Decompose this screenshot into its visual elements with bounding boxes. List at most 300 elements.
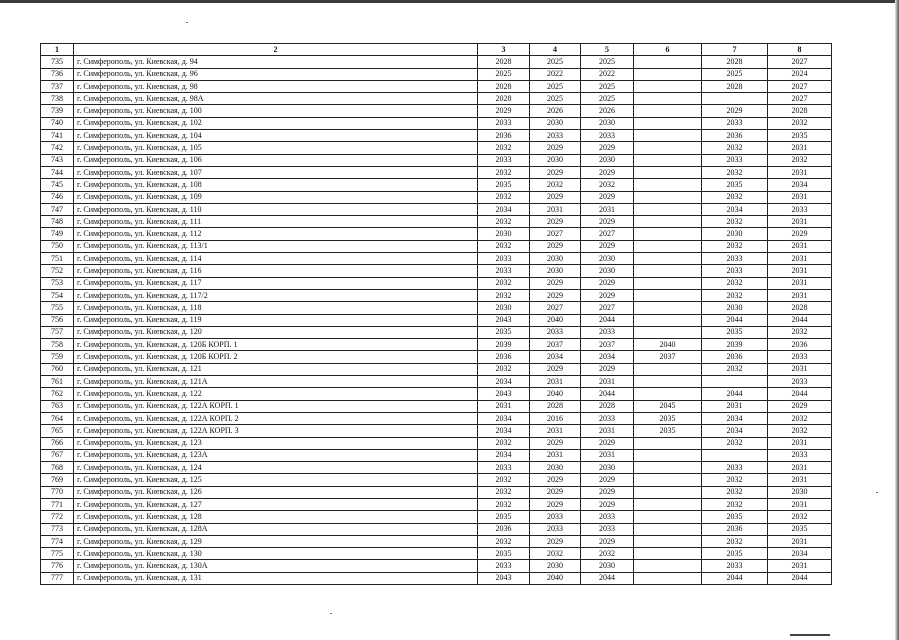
address-cell: г. Симферополь, ул. Киевская, д. 105 (74, 142, 478, 154)
year-col-5: 2026 (581, 105, 634, 117)
row-number: 753 (41, 277, 74, 289)
year-col-6 (634, 277, 702, 289)
row-number: 744 (41, 166, 74, 178)
year-col-4: 2031 (530, 425, 581, 437)
table-row (41, 289, 832, 301)
address-cell: г. Симферополь, ул. Киевская, д. 94 (74, 56, 478, 68)
year-col-3: 2043 (478, 314, 530, 326)
year-col-3: 2034 (478, 449, 530, 461)
year-col-8: 2032 (768, 154, 832, 166)
table-row (41, 117, 832, 129)
year-col-5: 2029 (581, 277, 634, 289)
year-col-5: 2030 (581, 253, 634, 265)
address-cell: г. Симферополь, ул. Киевская, д. 127 (74, 498, 478, 510)
year-col-4: 2027 (530, 302, 581, 314)
year-col-7: 2044 (702, 572, 768, 584)
year-col-4: 2028 (530, 400, 581, 412)
year-col-4: 2029 (530, 474, 581, 486)
table-row (41, 474, 832, 486)
address-cell: г. Симферополь, ул. Киевская, д. 130А (74, 560, 478, 572)
year-col-8: 2031 (768, 166, 832, 178)
year-col-4: 2029 (530, 166, 581, 178)
table-row (41, 130, 832, 142)
year-col-6 (634, 117, 702, 129)
year-col-5: 2027 (581, 228, 634, 240)
year-col-5: 2031 (581, 203, 634, 215)
row-number: 767 (41, 449, 74, 461)
address-cell: г. Симферополь, ул. Киевская, д. 98А (74, 93, 478, 105)
year-col-4: 2029 (530, 289, 581, 301)
year-col-4: 2034 (530, 351, 581, 363)
year-col-8: 2031 (768, 474, 832, 486)
year-col-7: 2035 (702, 326, 768, 338)
table-row (41, 56, 832, 68)
year-col-3: 2033 (478, 560, 530, 572)
address-cell: г. Симферополь, ул. Киевская, д. 120 (74, 326, 478, 338)
year-col-3: 2034 (478, 425, 530, 437)
year-col-8: 2031 (768, 191, 832, 203)
year-col-6 (634, 326, 702, 338)
year-col-8: 2031 (768, 240, 832, 252)
year-col-3: 2033 (478, 265, 530, 277)
address-cell: г. Симферополь, ул. Киевская, д. 123 (74, 437, 478, 449)
row-number: 740 (41, 117, 74, 129)
address-cell: г. Симферополь, ул. Киевская, д. 102 (74, 117, 478, 129)
year-col-4: 2033 (530, 130, 581, 142)
year-col-3: 2030 (478, 228, 530, 240)
table-row (41, 93, 832, 105)
col-header: 8 (768, 44, 832, 56)
year-col-8: 2035 (768, 523, 832, 535)
year-col-7: 2033 (702, 265, 768, 277)
year-col-4: 2027 (530, 228, 581, 240)
year-col-4: 2033 (530, 511, 581, 523)
year-col-8: 2024 (768, 68, 832, 80)
year-col-4: 2025 (530, 80, 581, 92)
table-row (41, 376, 832, 388)
year-col-3: 2033 (478, 117, 530, 129)
year-col-3: 2035 (478, 548, 530, 560)
year-col-6 (634, 474, 702, 486)
year-col-7: 2039 (702, 339, 768, 351)
year-col-5: 2031 (581, 425, 634, 437)
year-col-8: 2044 (768, 314, 832, 326)
year-col-3: 2036 (478, 523, 530, 535)
year-col-4: 2025 (530, 56, 581, 68)
year-col-7: 2032 (702, 166, 768, 178)
table-row (41, 302, 832, 314)
year-col-7: 2032 (702, 474, 768, 486)
year-col-3: 2032 (478, 498, 530, 510)
table-row (41, 511, 832, 523)
year-col-6 (634, 388, 702, 400)
year-col-6 (634, 166, 702, 178)
row-number: 745 (41, 179, 74, 191)
year-col-6 (634, 179, 702, 191)
year-col-5: 2029 (581, 191, 634, 203)
year-col-5: 2032 (581, 548, 634, 560)
table-row (41, 412, 832, 424)
header-row (41, 44, 832, 56)
address-cell: г. Симферополь, ул. Киевская, д. 111 (74, 216, 478, 228)
year-col-4: 2029 (530, 216, 581, 228)
year-col-7: 2032 (702, 363, 768, 375)
year-col-3: 2033 (478, 154, 530, 166)
table-row (41, 339, 832, 351)
year-col-6 (634, 80, 702, 92)
table-row (41, 535, 832, 547)
year-col-3: 2043 (478, 388, 530, 400)
address-cell: г. Симферополь, ул. Киевская, д. 108 (74, 179, 478, 191)
year-col-6: 2035 (634, 412, 702, 424)
year-col-7: 2032 (702, 240, 768, 252)
year-col-6 (634, 203, 702, 215)
year-col-4: 2032 (530, 179, 581, 191)
table-row (41, 228, 832, 240)
scan-right-edge (895, 0, 899, 640)
year-col-6 (634, 548, 702, 560)
year-col-3: 2031 (478, 400, 530, 412)
year-col-5: 2029 (581, 142, 634, 154)
col-header: 5 (581, 44, 634, 56)
col-header: 7 (702, 44, 768, 56)
row-number: 743 (41, 154, 74, 166)
scan-speck (186, 22, 188, 23)
year-col-3: 2034 (478, 412, 530, 424)
row-number: 759 (41, 351, 74, 363)
table-row (41, 216, 832, 228)
year-col-3: 2032 (478, 437, 530, 449)
year-col-5: 2037 (581, 339, 634, 351)
row-number: 741 (41, 130, 74, 142)
year-col-4: 2040 (530, 388, 581, 400)
year-col-4: 2029 (530, 363, 581, 375)
year-col-6 (634, 265, 702, 277)
year-col-5: 2029 (581, 363, 634, 375)
year-col-8: 2032 (768, 412, 832, 424)
year-col-4: 2029 (530, 191, 581, 203)
year-col-8: 2033 (768, 203, 832, 215)
table-row (41, 105, 832, 117)
year-col-6 (634, 449, 702, 461)
year-col-5: 2032 (581, 179, 634, 191)
year-col-8: 2031 (768, 437, 832, 449)
year-col-3: 2028 (478, 93, 530, 105)
year-col-5: 2033 (581, 326, 634, 338)
year-col-3: 2032 (478, 142, 530, 154)
address-cell: г. Симферополь, ул. Киевская, д. 129 (74, 535, 478, 547)
col-header: 1 (41, 44, 74, 56)
year-col-5: 2030 (581, 265, 634, 277)
row-number: 748 (41, 216, 74, 228)
address-cell: г. Симферополь, ул. Киевская, д. 130 (74, 548, 478, 560)
year-col-8: 2027 (768, 56, 832, 68)
year-col-6: 2040 (634, 339, 702, 351)
table-row (41, 265, 832, 277)
year-col-7: 2028 (702, 56, 768, 68)
row-number: 754 (41, 289, 74, 301)
year-col-8: 2029 (768, 228, 832, 240)
register-table (40, 43, 832, 585)
scan-speck (876, 492, 878, 493)
row-number: 775 (41, 548, 74, 560)
row-number: 760 (41, 363, 74, 375)
year-col-6 (634, 228, 702, 240)
year-col-7: 2034 (702, 203, 768, 215)
year-col-3: 2032 (478, 191, 530, 203)
year-col-7: 2033 (702, 117, 768, 129)
year-col-6: 2037 (634, 351, 702, 363)
year-col-8: 2044 (768, 388, 832, 400)
year-col-5: 2044 (581, 314, 634, 326)
year-col-6 (634, 523, 702, 535)
table-row (41, 253, 832, 265)
year-col-3: 2039 (478, 339, 530, 351)
address-cell: г. Симферополь, ул. Киевская, д. 113/1 (74, 240, 478, 252)
address-cell: г. Симферополь, ул. Киевская, д. 116 (74, 265, 478, 277)
year-col-3: 2025 (478, 68, 530, 80)
table-row (41, 388, 832, 400)
year-col-8: 2031 (768, 142, 832, 154)
year-col-8: 2032 (768, 117, 832, 129)
year-col-3: 2033 (478, 462, 530, 474)
year-col-4: 2026 (530, 105, 581, 117)
col-header: 3 (478, 44, 530, 56)
col-header: 2 (74, 44, 478, 56)
year-col-7: 2032 (702, 277, 768, 289)
year-col-7: 2034 (702, 412, 768, 424)
year-col-7: 2033 (702, 253, 768, 265)
year-col-5: 2029 (581, 166, 634, 178)
year-col-8: 2034 (768, 179, 832, 191)
table-row (41, 462, 832, 474)
year-col-8: 2036 (768, 339, 832, 351)
table-row (41, 548, 832, 560)
year-col-8: 2031 (768, 363, 832, 375)
year-col-8: 2034 (768, 548, 832, 560)
year-col-6 (634, 240, 702, 252)
table-body (41, 56, 832, 585)
year-col-4: 2016 (530, 412, 581, 424)
year-col-4: 2022 (530, 68, 581, 80)
year-col-4: 2030 (530, 265, 581, 277)
table-row (41, 486, 832, 498)
table-row (41, 142, 832, 154)
address-cell: г. Симферополь, ул. Киевская, д. 123А (74, 449, 478, 461)
table-row (41, 314, 832, 326)
table-row (41, 166, 832, 178)
year-col-7: 2032 (702, 437, 768, 449)
year-col-4: 2030 (530, 462, 581, 474)
scan-speck (330, 613, 332, 614)
year-col-6: 2045 (634, 400, 702, 412)
year-col-6 (634, 130, 702, 142)
address-cell: г. Симферополь, ул. Киевская, д. 107 (74, 166, 478, 178)
year-col-5: 2029 (581, 216, 634, 228)
year-col-5: 2022 (581, 68, 634, 80)
year-col-5: 2033 (581, 511, 634, 523)
year-col-7: 2033 (702, 154, 768, 166)
address-cell: г. Симферополь, ул. Киевская, д. 109 (74, 191, 478, 203)
year-col-6 (634, 56, 702, 68)
year-col-8: 2031 (768, 462, 832, 474)
year-col-5: 2044 (581, 388, 634, 400)
year-col-6 (634, 302, 702, 314)
table-row (41, 572, 832, 584)
year-col-6 (634, 289, 702, 301)
table-row (41, 363, 832, 375)
year-col-5: 2029 (581, 486, 634, 498)
row-number: 736 (41, 68, 74, 80)
year-col-4: 2029 (530, 142, 581, 154)
year-col-5: 2025 (581, 93, 634, 105)
table-row (41, 154, 832, 166)
year-col-4: 2033 (530, 326, 581, 338)
year-col-4: 2030 (530, 117, 581, 129)
year-col-6 (634, 191, 702, 203)
year-col-4: 2031 (530, 376, 581, 388)
year-col-7: 2032 (702, 191, 768, 203)
year-col-7: 2033 (702, 560, 768, 572)
year-col-5: 2029 (581, 498, 634, 510)
year-col-6 (634, 216, 702, 228)
year-col-7: 2036 (702, 351, 768, 363)
year-col-5: 2029 (581, 289, 634, 301)
row-number: 738 (41, 93, 74, 105)
address-cell: г. Симферополь, ул. Киевская, д. 100 (74, 105, 478, 117)
row-number: 758 (41, 339, 74, 351)
year-col-5: 2028 (581, 400, 634, 412)
year-col-5: 2027 (581, 302, 634, 314)
year-col-8: 2029 (768, 400, 832, 412)
year-col-4: 2032 (530, 548, 581, 560)
year-col-3: 2043 (478, 572, 530, 584)
year-col-7: 2035 (702, 179, 768, 191)
address-cell: г. Симферополь, ул. Киевская, д. 126 (74, 486, 478, 498)
year-col-7: 2044 (702, 388, 768, 400)
year-col-3: 2034 (478, 376, 530, 388)
year-col-3: 2032 (478, 277, 530, 289)
year-col-3: 2036 (478, 130, 530, 142)
year-col-8: 2027 (768, 80, 832, 92)
year-col-6 (634, 511, 702, 523)
year-col-8: 2028 (768, 105, 832, 117)
row-number: 756 (41, 314, 74, 326)
year-col-3: 2032 (478, 535, 530, 547)
year-col-5: 2033 (581, 130, 634, 142)
table-row (41, 498, 832, 510)
year-col-5: 2029 (581, 240, 634, 252)
col-header: 6 (634, 44, 702, 56)
row-number: 762 (41, 388, 74, 400)
row-number: 776 (41, 560, 74, 572)
year-col-3: 2035 (478, 511, 530, 523)
address-cell: г. Симферополь, ул. Киевская, д. 128 (74, 511, 478, 523)
year-col-8: 2035 (768, 130, 832, 142)
year-col-8: 2027 (768, 93, 832, 105)
year-col-6 (634, 142, 702, 154)
year-col-7: 2035 (702, 511, 768, 523)
year-col-6 (634, 560, 702, 572)
year-col-5: 2025 (581, 56, 634, 68)
address-cell: г. Симферополь, ул. Киевская, д. 110 (74, 203, 478, 215)
year-col-7: 2032 (702, 289, 768, 301)
year-col-6 (634, 253, 702, 265)
address-cell: г. Симферополь, ул. Киевская, д. 98 (74, 80, 478, 92)
address-cell: г. Симферополь, ул. Киевская, д. 121 (74, 363, 478, 375)
year-col-6 (634, 498, 702, 510)
table-row (41, 351, 832, 363)
row-number: 774 (41, 535, 74, 547)
row-number: 768 (41, 462, 74, 474)
row-number: 773 (41, 523, 74, 535)
year-col-4: 2029 (530, 437, 581, 449)
year-col-5: 2030 (581, 462, 634, 474)
year-col-3: 2036 (478, 351, 530, 363)
year-col-8: 2031 (768, 265, 832, 277)
year-col-8: 2032 (768, 511, 832, 523)
address-cell: г. Симферополь, ул. Киевская, д. 124 (74, 462, 478, 474)
year-col-5: 2030 (581, 117, 634, 129)
scan-top-edge (0, 0, 899, 3)
year-col-7: 2029 (702, 105, 768, 117)
year-col-5: 2025 (581, 80, 634, 92)
year-col-8: 2030 (768, 486, 832, 498)
address-cell: г. Симферополь, ул. Киевская, д. 125 (74, 474, 478, 486)
row-number: 777 (41, 572, 74, 584)
year-col-4: 2030 (530, 154, 581, 166)
year-col-4: 2040 (530, 572, 581, 584)
row-number: 772 (41, 511, 74, 523)
year-col-8: 2044 (768, 572, 832, 584)
address-cell: г. Симферополь, ул. Киевская, д. 122А КОРП. 1 (74, 400, 478, 412)
year-col-5: 2029 (581, 474, 634, 486)
year-col-8: 2028 (768, 302, 832, 314)
year-col-7 (702, 376, 768, 388)
year-col-5: 2029 (581, 535, 634, 547)
row-number: 770 (41, 486, 74, 498)
year-col-4: 2029 (530, 240, 581, 252)
col-header: 4 (530, 44, 581, 56)
year-col-4: 2029 (530, 535, 581, 547)
year-col-5: 2030 (581, 560, 634, 572)
year-col-5: 2033 (581, 523, 634, 535)
year-col-6 (634, 486, 702, 498)
year-col-8: 2031 (768, 535, 832, 547)
year-col-7 (702, 93, 768, 105)
table-row (41, 425, 832, 437)
table-row (41, 523, 832, 535)
row-number: 755 (41, 302, 74, 314)
year-col-8: 2031 (768, 253, 832, 265)
table-row (41, 437, 832, 449)
year-col-6 (634, 105, 702, 117)
address-cell: г. Симферополь, ул. Киевская, д. 128А (74, 523, 478, 535)
address-cell: г. Симферополь, ул. Киевская, д. 112 (74, 228, 478, 240)
year-col-4: 2029 (530, 498, 581, 510)
year-col-8: 2032 (768, 425, 832, 437)
year-col-4: 2030 (530, 253, 581, 265)
year-col-7: 2032 (702, 216, 768, 228)
year-col-3: 2032 (478, 166, 530, 178)
row-number: 764 (41, 412, 74, 424)
year-col-7: 2028 (702, 80, 768, 92)
table-row (41, 449, 832, 461)
year-col-4: 2029 (530, 486, 581, 498)
table-row (41, 80, 832, 92)
address-cell: г. Симферополь, ул. Киевская, д. 122А КОРП. 2 (74, 412, 478, 424)
row-number: 742 (41, 142, 74, 154)
